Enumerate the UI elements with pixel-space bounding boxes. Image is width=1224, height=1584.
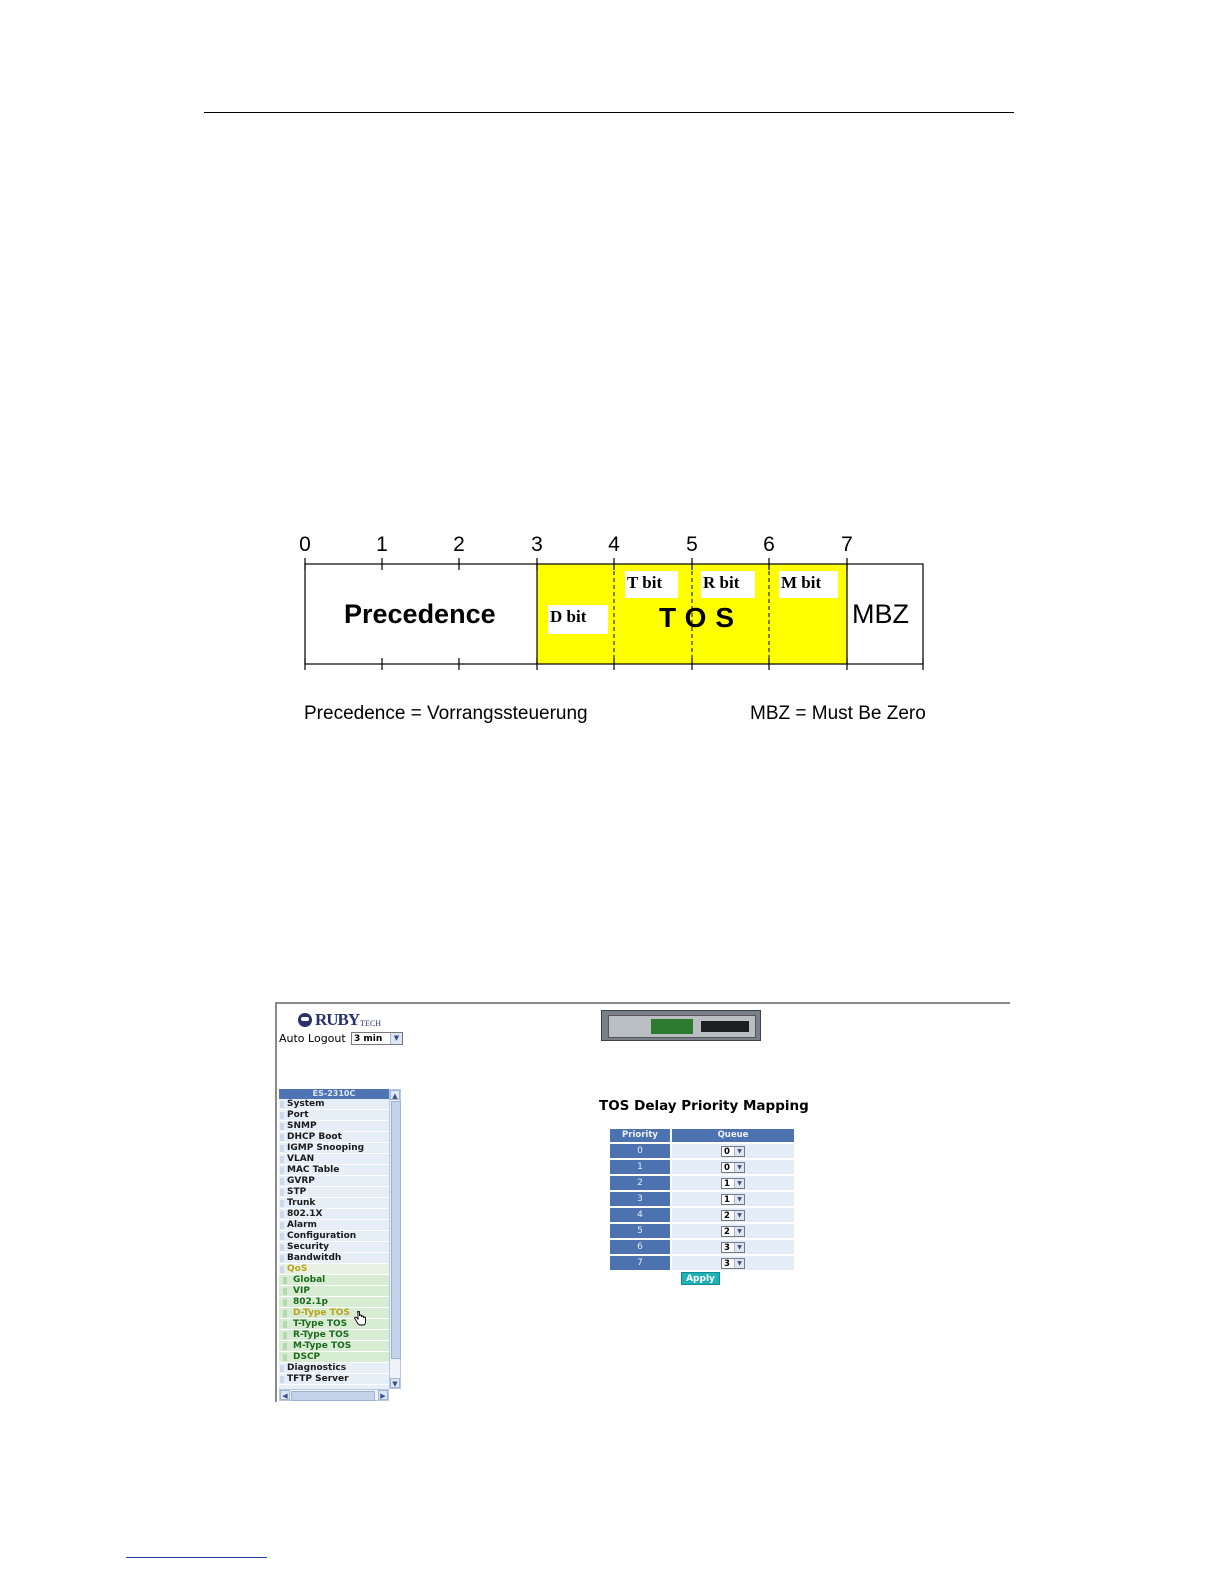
queue-select-value: 1: [724, 1178, 730, 1189]
bit-number-1: 1: [376, 533, 388, 556]
chevron-down-icon: ▼: [734, 1211, 744, 1220]
priority-cell: 7: [609, 1255, 671, 1271]
sidebar-item-qos[interactable]: QoS: [279, 1264, 389, 1275]
bit-number-2: 2: [453, 533, 465, 556]
sidebar-item-system[interactable]: System: [279, 1099, 389, 1110]
sidebar-item-security[interactable]: Security: [279, 1242, 389, 1253]
queue-select-value: 2: [724, 1226, 730, 1237]
priority-cell: 5: [609, 1223, 671, 1239]
sidebar-item-stp[interactable]: STP: [279, 1187, 389, 1198]
sidebar-vertical-scrollbar[interactable]: [389, 1089, 401, 1389]
sidebar-menu: [279, 1089, 389, 1401]
rubytech-logo: [298, 1010, 381, 1030]
sidebar-item-d-type-tos[interactable]: D-Type TOS: [279, 1308, 389, 1319]
logo-text: RUBY: [315, 1010, 360, 1029]
queue-select[interactable]: [721, 1258, 745, 1269]
t-bit-box: [625, 571, 678, 598]
queue-select-value: 0: [724, 1146, 730, 1157]
sidebar-item-qos-global[interactable]: Global: [279, 1275, 389, 1286]
queue-select[interactable]: [721, 1194, 745, 1205]
table-row: [609, 1159, 795, 1175]
sidebar-item-gvrp[interactable]: GVRP: [279, 1176, 389, 1187]
table-row: [609, 1191, 795, 1207]
bit-number-4: 4: [608, 533, 620, 556]
queue-select[interactable]: [721, 1226, 745, 1237]
queue-select-value: 3: [724, 1242, 730, 1253]
bit-number-0: 0: [299, 533, 311, 556]
tos-label: TOS: [659, 602, 744, 633]
queue-select[interactable]: [721, 1162, 745, 1173]
r-bit-box: [701, 571, 755, 598]
priority-cell: 1: [609, 1159, 671, 1175]
queue-cell: [671, 1143, 795, 1159]
bit-number-6: 6: [763, 533, 775, 556]
sidebar-item-r-type-tos[interactable]: R-Type TOS: [279, 1330, 389, 1341]
scroll-up-icon[interactable]: ▲: [390, 1090, 400, 1100]
chevron-down-icon: ▼: [734, 1259, 744, 1268]
queue-select-value: 3: [724, 1258, 730, 1269]
vertical-scroll-thumb[interactable]: [391, 1101, 401, 1359]
sidebar-title: ES-2310C: [279, 1089, 389, 1099]
bit-number-3: 3: [531, 533, 543, 556]
m-bit-box: [779, 571, 838, 598]
logo-subtext: TECH: [360, 1018, 382, 1028]
sidebar-item-port[interactable]: Port: [279, 1110, 389, 1121]
sidebar-item-qos-802-1p[interactable]: 802.1p: [279, 1297, 389, 1308]
precedence-label: Precedence: [344, 599, 496, 629]
hand-cursor-icon: [354, 1311, 367, 1326]
t-bit-label: T bit: [627, 573, 663, 592]
chevron-down-icon: ▼: [734, 1179, 744, 1188]
priority-cell: 3: [609, 1191, 671, 1207]
bit-number-7: 7: [841, 533, 853, 556]
scroll-right-icon[interactable]: ▶: [378, 1390, 388, 1400]
sidebar-item-tftp-server[interactable]: TFTP Server: [279, 1374, 389, 1385]
sidebar-item-igmp-snooping[interactable]: IGMP Snooping: [279, 1143, 389, 1154]
chevron-down-icon: ▼: [734, 1163, 744, 1172]
precedence-legend: Precedence = Vorrangssteuerung: [304, 703, 588, 724]
chevron-down-icon: ▼: [734, 1227, 744, 1236]
r-bit-label: R bit: [703, 573, 740, 592]
tos-bit-diagram: [285, 530, 945, 740]
switch-device-image: [601, 1010, 761, 1041]
queue-cell: [671, 1239, 795, 1255]
table-row: [609, 1143, 795, 1159]
device-front-panel: [608, 1015, 756, 1038]
queue-select-value: 0: [724, 1162, 730, 1173]
queue-select[interactable]: [721, 1242, 745, 1253]
header-rule: [204, 112, 1014, 113]
queue-cell: [671, 1175, 795, 1191]
chevron-down-icon: ▼: [390, 1033, 402, 1044]
queue-select-value: 1: [724, 1194, 730, 1205]
switch-web-ui-screenshot: [275, 1002, 1010, 1402]
priority-cell: 2: [609, 1175, 671, 1191]
d-bit-box: [548, 605, 608, 634]
d-bit-label: D bit: [550, 607, 587, 626]
apply-button[interactable]: Apply: [681, 1272, 720, 1285]
sidebar-item-trunk[interactable]: Trunk: [279, 1198, 389, 1209]
mapping-table-body: [609, 1143, 795, 1271]
sidebar-item-qos-vip[interactable]: VIP: [279, 1286, 389, 1297]
bit-number-5: 5: [686, 533, 698, 556]
table-row: [609, 1207, 795, 1223]
chevron-down-icon: ▼: [734, 1195, 744, 1204]
priority-cell: 6: [609, 1239, 671, 1255]
auto-logout-select[interactable]: [351, 1032, 403, 1045]
auto-logout-label: Auto Logout: [279, 1032, 346, 1045]
scroll-left-icon[interactable]: ◀: [280, 1390, 290, 1400]
sidebar-item-t-type-tos[interactable]: T-Type TOS: [279, 1319, 389, 1330]
chevron-down-icon: ▼: [734, 1243, 744, 1252]
chevron-down-icon: ▼: [734, 1147, 744, 1156]
sidebar-item-vlan[interactable]: VLAN: [279, 1154, 389, 1165]
device-ethernet-ports: [651, 1019, 693, 1034]
scroll-down-icon[interactable]: ▼: [390, 1378, 400, 1388]
priority-cell: 0: [609, 1143, 671, 1159]
logo-mark-icon: [298, 1013, 312, 1027]
sidebar-item-diagnostics[interactable]: Diagnostics: [279, 1363, 389, 1374]
queue-cell: [671, 1159, 795, 1175]
table-row: [609, 1223, 795, 1239]
sidebar-item-802-1x[interactable]: 802.1X: [279, 1209, 389, 1220]
m-bit-label: M bit: [781, 573, 822, 592]
horizontal-scroll-thumb[interactable]: [291, 1391, 375, 1401]
sidebar-item-snmp[interactable]: SNMP: [279, 1121, 389, 1132]
table-row: [609, 1255, 795, 1271]
mbz-label: MBZ: [852, 599, 909, 629]
mbz-legend: MBZ = Must Be Zero: [750, 703, 926, 724]
sidebar-item-mac-table[interactable]: MAC Table: [279, 1165, 389, 1176]
sidebar-item-bandwidth[interactable]: Bandwitdh: [279, 1253, 389, 1264]
sidebar-item-m-type-tos[interactable]: M-Type TOS: [279, 1341, 389, 1352]
table-row: [609, 1239, 795, 1255]
queue-cell: [671, 1223, 795, 1239]
queue-column-header: Queue: [671, 1128, 795, 1143]
device-uplink-ports: [701, 1021, 749, 1032]
priority-mapping-table: [609, 1128, 795, 1271]
queue-cell: [671, 1255, 795, 1271]
priority-column-header: Priority: [609, 1128, 671, 1143]
queue-cell: [671, 1191, 795, 1207]
priority-cell: 4: [609, 1207, 671, 1223]
queue-select-value: 2: [724, 1210, 730, 1221]
queue-select[interactable]: [721, 1210, 745, 1221]
queue-cell: [671, 1207, 795, 1223]
sidebar-item-configuration[interactable]: Configuration: [279, 1231, 389, 1242]
queue-select[interactable]: [721, 1146, 745, 1157]
queue-select[interactable]: [721, 1178, 745, 1189]
footer-link-underline: [126, 1557, 267, 1558]
page-title: TOS Delay Priority Mapping: [599, 1098, 809, 1114]
sidebar-item-alarm[interactable]: Alarm: [279, 1220, 389, 1231]
auto-logout-value: 3 min: [354, 1034, 383, 1044]
table-row: [609, 1175, 795, 1191]
sidebar-item-dscp[interactable]: DSCP: [279, 1352, 389, 1363]
sidebar-horizontal-scrollbar[interactable]: [279, 1389, 389, 1401]
sidebar-item-dhcp-boot[interactable]: DHCP Boot: [279, 1132, 389, 1143]
